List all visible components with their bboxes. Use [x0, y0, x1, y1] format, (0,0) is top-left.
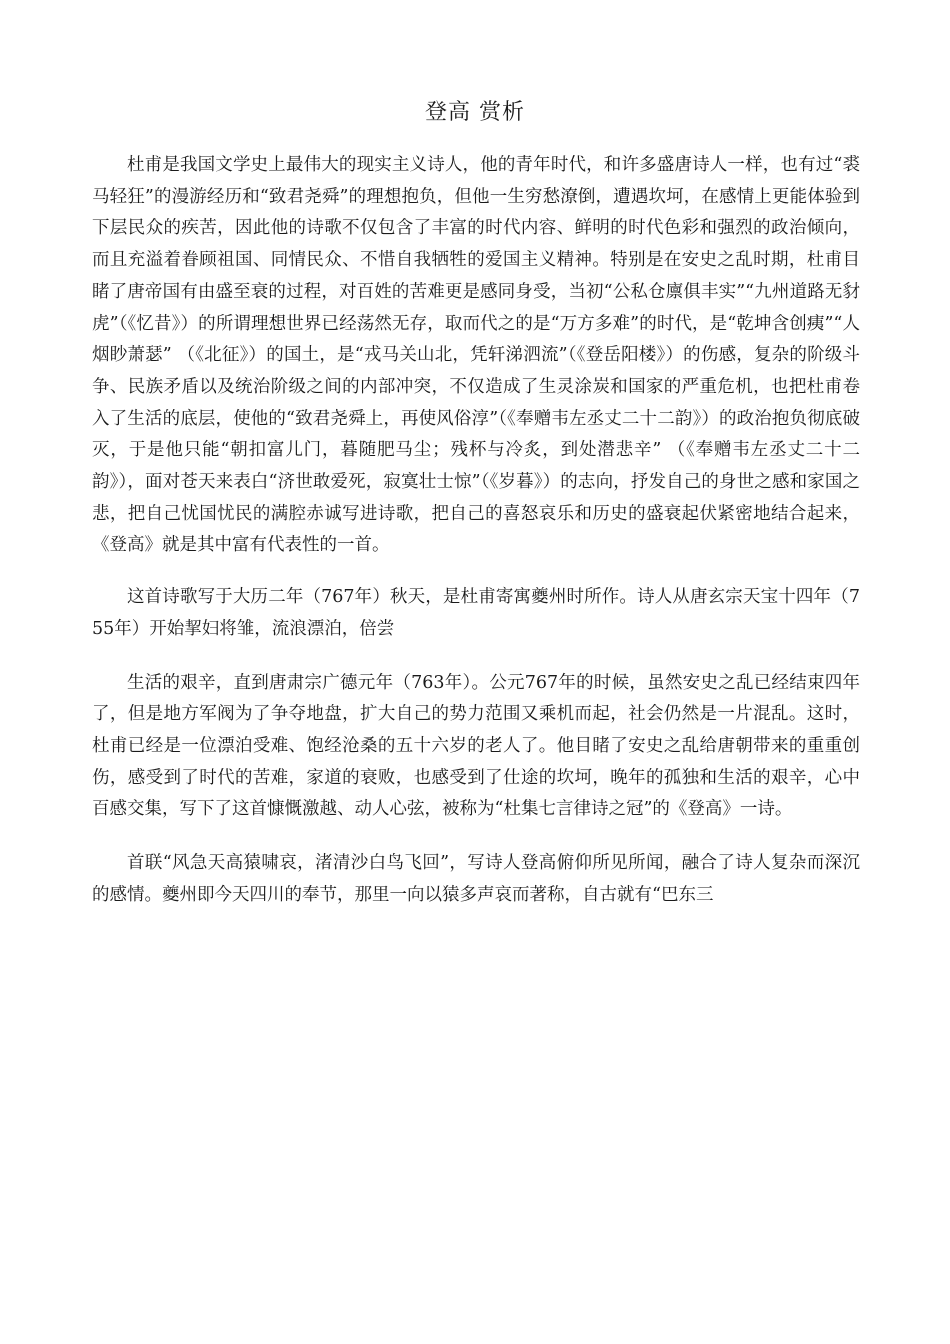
paragraph-first-couplet: 首联“风急天高猿啸哀，渚清沙白鸟飞回”，写诗人登高俯仰所见所闻，融合了诗人复杂而深沉的感情。夔州即今天四川的奉节，那里一向以猿多声哀而著称，自古就有“巴东三 — [92, 853, 860, 905]
paragraph-background: 这首诗歌写于大历二年（767年）秋天，是杜甫寄寓夔州时所作。诗人从唐玄宗天宝十四年（755年）开始挈妇将雏，流浪漂泊，倍尝 — [92, 587, 860, 639]
document-body — [92, 150, 860, 911]
paragraph-intro: 杜甫是我国文学史上最伟大的现实主义诗人，他的青年时代，和许多盛唐诗人一样，也有过“裘马轻狂”的漫游经历和“致君尧舜”的理想抱负，但他一生穷愁潦倒，遭遇坎坷，在感情上更能体验到下层民众的疾苦，因此他的诗歌不仅包含了丰富的时代内容、鲜明的时代色彩和强烈的政治倾向，而且充溢着眷顾祖国、同情民众、不惜自我牺牲的爱国主义精神。特别是在安史之乱时期，杜甫目睹了唐帝国有由盛至衰的过程，对百姓的苦难更是感同身受，当初“公私仓廪俱丰实”“九州道路无豺虎”（《忆昔》）的所谓理想世界已经荡然无存，取而代之的是“万方多难”的时代，是“乾坤含创痍”“人烟眇萧瑟” （《北征》）的国土，是“戎马关山北，凭轩涕泗流”（《登岳阳楼》）的伤感，复杂的阶级斗争、民族矛盾以及统治阶级之间的内部冲突，不仅造成了生灵涂炭和国家的严重危机，也把杜甫卷入了生活的底层，使他的“致君尧舜上，再使风俗淳”（《奉赠韦左丞丈二十二韵》）的政治抱负彻底破灭，于是他只能“朝扣富儿门，暮随肥马尘；残杯与冷炙，到处潜悲辛” （《奉赠韦左丞丈二十二韵》），面对苍天来表白“济世敢爱死，寂寞壮士惊”（《岁暮》）的志向，抒发自己的身世之感和家国之悲，把自己忧国忧民的满腔赤诚写进诗歌，把自己的喜怒哀乐和历史的盛衰起伏紧密地结合起来，《登高》就是其中富有代表性的一首。 — [92, 155, 860, 556]
document-title: 登高 赏析 — [425, 100, 525, 125]
paragraph-context: 生活的艰辛，直到唐肃宗广德元年（763年）。公元767年的时候，虽然安史之乱已经结束四年了，但是地方军阀为了争夺地盘，扩大自己的势力范围又乘机而起，社会仍然是一片混乱。这时，杜甫已经是一位漂泊受难、饱经沧桑的五十六岁的老人了。他目睹了安史之乱给唐朝带来的重重创伤，感受到了时代的苦难，家道的衰败，也感受到了仕途的坎坷，晚年的孤独和生活的艰辛，心中百感交集，写下了这首慷慨激越、动人心弦，被称为“杜集七言律诗之冠”的《登高》一诗。 — [92, 672, 860, 820]
